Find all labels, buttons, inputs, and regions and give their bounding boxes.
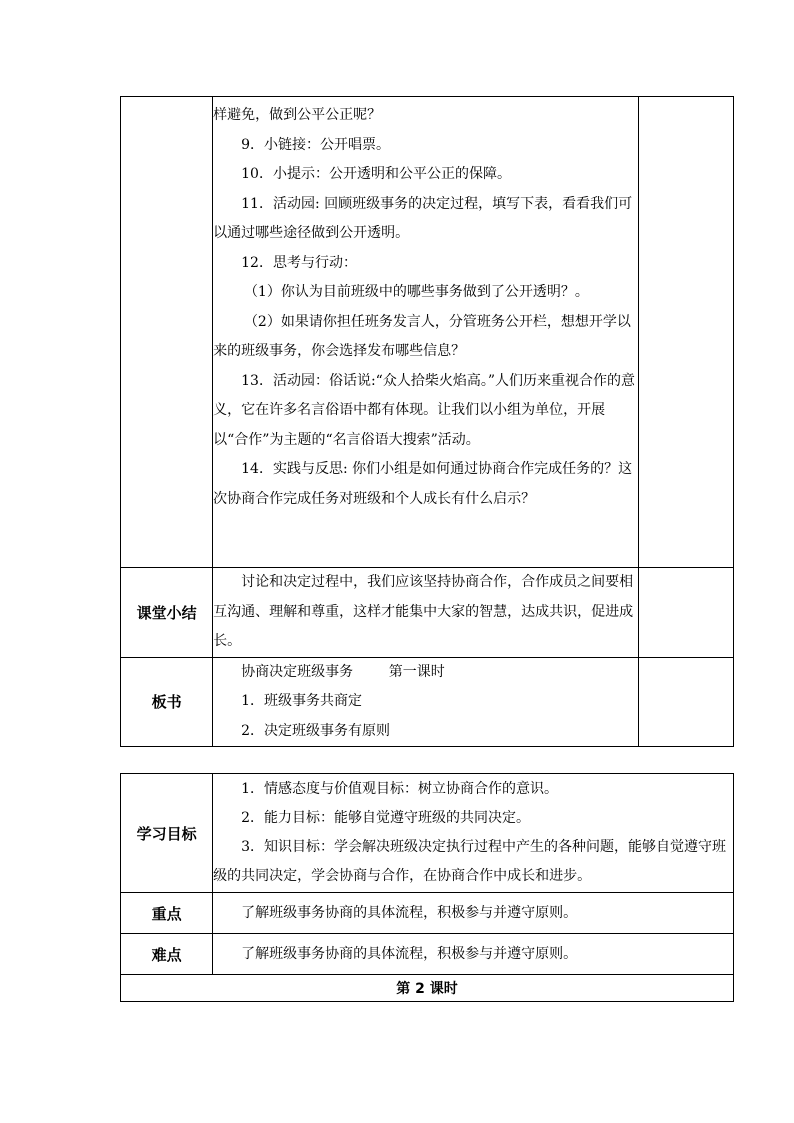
lesson-period-label: 第 2 课时 [121,975,734,1002]
key-point-label: 重点 [121,893,213,934]
activity-paragraph: 13．活动园：俗话说:“众人拾柴火焰高。”人们历来重视合作的意义，它在许多名言俗语中都有体现。让我们以小组为单位，开展以“合作”为主题的“名言俗语大搜索”活动。 [213,372,635,448]
board-notes-cell [638,657,733,747]
objectives-content-cell [213,774,734,893]
difficulty-text: 了解班级事务协商的具体流程，积极参与并遵守原则。 [241,945,578,962]
activity-paragraph: （2）如果请你担任班务发言人，分管班务公开栏，想想开学以来的班级事务，你会选择发布哪些信息？ [213,313,631,359]
board-line: 2．决定班级事务有原则 [241,722,391,739]
key-point-row [121,893,734,934]
activities-content-cell [213,97,639,568]
board-label: 板书 [121,657,213,747]
objectives-row [121,774,734,893]
summary-label: 课堂小结 [121,568,213,658]
activity-paragraph: 11．活动园: 回顾班级事务的决定过程，填写下表，看看我们可以通过哪些途径做到公开透明。 [213,195,633,241]
activity-paragraph: 10．小提示：公开透明和公平公正的保障。 [241,166,511,182]
activity-paragraph: 样避免，做到公平公正呢？ [213,107,382,123]
activities-row [121,97,734,568]
objectives-label: 学习目标 [121,774,213,893]
key-point-text: 了解班级事务协商的具体流程，积极参与并遵守原则。 [241,904,578,921]
activities-notes-cell [638,97,733,568]
activity-paragraph: 9．小链接：公开唱票。 [241,136,391,153]
objective-item: 3．知识目标：学会解决班级决定执行过程中产生的各种问题，能够自觉遵守班级的共同决定，学会协商与合作，在协商合作中成长和进步。 [213,839,727,884]
objective-item: 1．情感态度与价值观目标：树立协商合作的意识。 [241,781,559,797]
lesson-table-2 [120,773,734,1002]
footer-row [121,975,734,1002]
key-point-content-cell [213,893,734,934]
summary-row [121,568,734,658]
board-row [121,657,734,747]
board-content-cell [213,657,639,747]
activity-paragraph: （1）你认为目前班级中的哪些事务做到了公开透明？。 [243,284,589,300]
summary-text: 讨论和决定过程中，我们应该坚持协商合作，合作成员之间要相互沟通、理解和尊重，这样才能集中大家的智慧，达成共识，促进成长。 [213,574,634,649]
difficulty-content-cell [213,934,734,975]
activity-paragraph: 14．实践与反思: 你们小组是如何通过协商合作完成任务的？这次协商合作完成任务对班级和个人成长有什么启示？ [213,461,633,507]
difficulty-label: 难点 [121,934,213,975]
board-line: 1．班级事务共商定 [241,693,363,709]
board-line: 协商决定班级事务 第一课时 [241,663,445,680]
activities-label-cell [121,97,213,568]
difficulty-row [121,934,734,975]
summary-content-cell [213,568,639,658]
activity-paragraph: 12．思考与行动： [241,254,357,271]
objective-item: 2．能力目标：能够自觉遵守班级的共同决定。 [241,810,531,826]
summary-notes-cell [638,568,733,658]
lesson-table-1 [120,96,734,747]
